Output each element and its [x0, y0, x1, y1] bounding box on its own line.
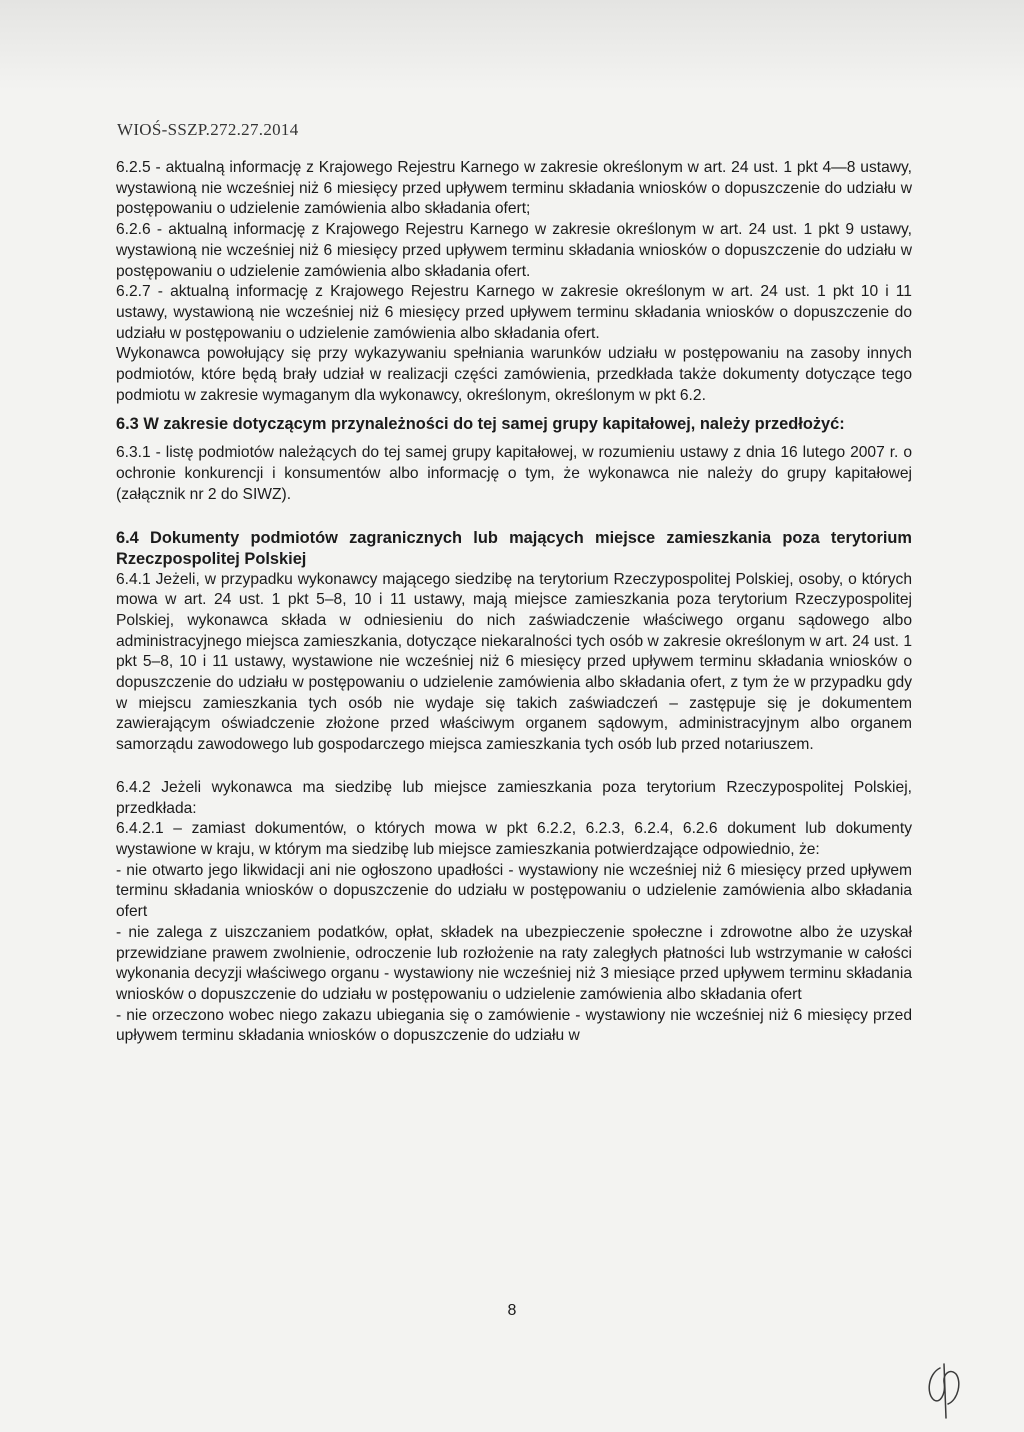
list-item-ban: - nie orzeczono wobec niego zakazu ubiegania się o zamówienie - wystawiony nie wcześniej niż 6 miesięcy przed upływem terminu składania wniosków o dopuszczenie do udziału w	[116, 1006, 912, 1045]
paragraph-6-3-1: 6.3.1 - listę podmiotów należących do tej samej grupy kapitałowej, w rozumieniu ustawy z dnia 16 lutego 2007 r. o ochronie konkurencji i konsumentów albo informację o tym, że wykonawca nie należy do grupy kapitałowej (załącznik nr 2 do SIWZ).	[116, 444, 912, 503]
document-body	[116, 158, 912, 1047]
page-number: 8	[507, 1302, 517, 1319]
paragraph-6-4-1: 6.4.1 Jeżeli, w przypadku wykonawcy mającego siedzibę na terytorium Rzeczypospolitej Polskiej, osoby, o których mowa w art. 24 ust. 1 pkt 5–8, 10 i 11 ustawy, mają miejsce zamieszkania poza terytorium Rzeczypospolitej Polskiej, wykonawca składa w odniesieniu do nich zaświadczenie właściwego organu sądowego albo administracyjnego miejsca zamieszkania, dotyczące niekaralności tych osób w zakresie określonym w art. 24 ust. 1 pkt 5–8, 10 i 11 ustawy, wystawione nie wcześniej niż 6 miesięcy przed upływem terminu składania wniosków o dopuszczenie do udziału w postępowaniu o udzielenie zamówienia albo składania ofert, z tym że w przypadku gdy w miejscu zamieszkania tych osób nie wydaje się takich zaświadczeń – zastępuje się je dokumentem zawierającym oświadczenie złożone przed właściwym organem sądowym, administracyjnym albo organem samorządu zawodowego lub gospodarczego miejsca zamieszkania tych osób lub przed notariuszem.	[116, 570, 912, 754]
paragraph-6-4-2-1: 6.4.2.1 – zamiast dokumentów, o których mowa w pkt 6.2.2, 6.2.3, 6.2.4, 6.2.6 dokument lub dokumenty wystawione w kraju, w którym ma siedzibę lub miejsce zamieszkania potwierdzające odpowiednio, że:	[116, 820, 912, 858]
document-reference: WIOŚ-SSZP.272.27.2014	[117, 120, 299, 139]
paragraph-6-2-5: 6.2.5 - aktualną informację z Krajowego Rejestru Karnego w zakresie określonym w art. 24 ust. 1 pkt 4—8 ustawy, wystawioną nie wcześniej niż 6 miesięcy przed upływem terminu składania wniosków o dopuszczenie do udziału w postępowaniu o udzielenie zamówienia albo składania ofert;	[116, 159, 912, 218]
paragraph-6-2-7: 6.2.7 - aktualną informację z Krajowego Rejestru Karnego w zakresie określonym w art. 24 ust. 1 pkt 10 i 11 ustawy, wystawioną nie wcześniej niż 6 miesięcy przed upływem terminu składania wniosków o dopuszczenie do udziału w postępowaniu o udzielenie zamówienia albo składania ofert.	[116, 283, 912, 342]
list-item-taxes: - nie zalega z uiszczaniem podatków, opłat, składek na ubezpieczenie społeczne i zdrowotne albo że uzyskał przewidziane prawem zwolnienie, odroczenie lub rozłożenie na raty zaległych płatności lub wstrzymanie w całości wykonania decyzji właściwego organu - wystawiony nie wcześniej niż 3 miesiące przed upływem terminu składania wniosków o dopuszczenie do udziału w postępowaniu o udzielenie zamówienia albo składania ofert	[116, 923, 912, 1003]
paragraph-resources: Wykonawca powołujący się przy wykazywaniu spełniania warunków udziału w postępowaniu na zasoby innych podmiotów, które będą brały udział w realizacji części zamówienia, przedkłada także dokumenty dotyczące tego podmiotu w zakresie wymaganym dla wykonawcy, określonym, określonym w pkt 6.2.	[116, 345, 912, 404]
signature-initial-icon	[920, 1360, 970, 1422]
list-item-liquidation: - nie otwarto jego likwidacji ani nie ogłoszono upadłości - wystawiony nie wcześniej niż 6 miesięcy przed upływem terminu składania wniosków o dopuszczenie do udziału w postępowaniu o udzielenie zamówienia albo składania ofert	[116, 861, 912, 921]
paragraph-6-4-2: 6.4.2 Jeżeli wykonawca ma siedzibę lub miejsce zamieszkania poza terytorium Rzeczypospolitej Polskiej, przedkłada:	[116, 778, 912, 817]
scan-shadow	[0, 0, 1024, 90]
paragraph-6-2-6: 6.2.6 - aktualną informację z Krajowego Rejestru Karnego w zakresie określonym w art. 24 ust. 1 pkt 9 ustawy, wystawioną nie wcześniej niż 6 miesięcy przed upływem terminu składania wniosków o dopuszczenie do udziału w postępowaniu o udzielenie zamówienia albo składania ofert.	[116, 221, 912, 280]
section-heading-6-3: 6.3 W zakresie dotyczącym przynależności do tej samej grupy kapitałowej, należy przedłożyć:	[116, 415, 845, 434]
section-heading-6-4: 6.4 Dokumenty podmiotów zagranicznych lub mających miejsce zamieszkania poza terytorium Rzeczpospolitej Polskiej	[116, 528, 912, 568]
